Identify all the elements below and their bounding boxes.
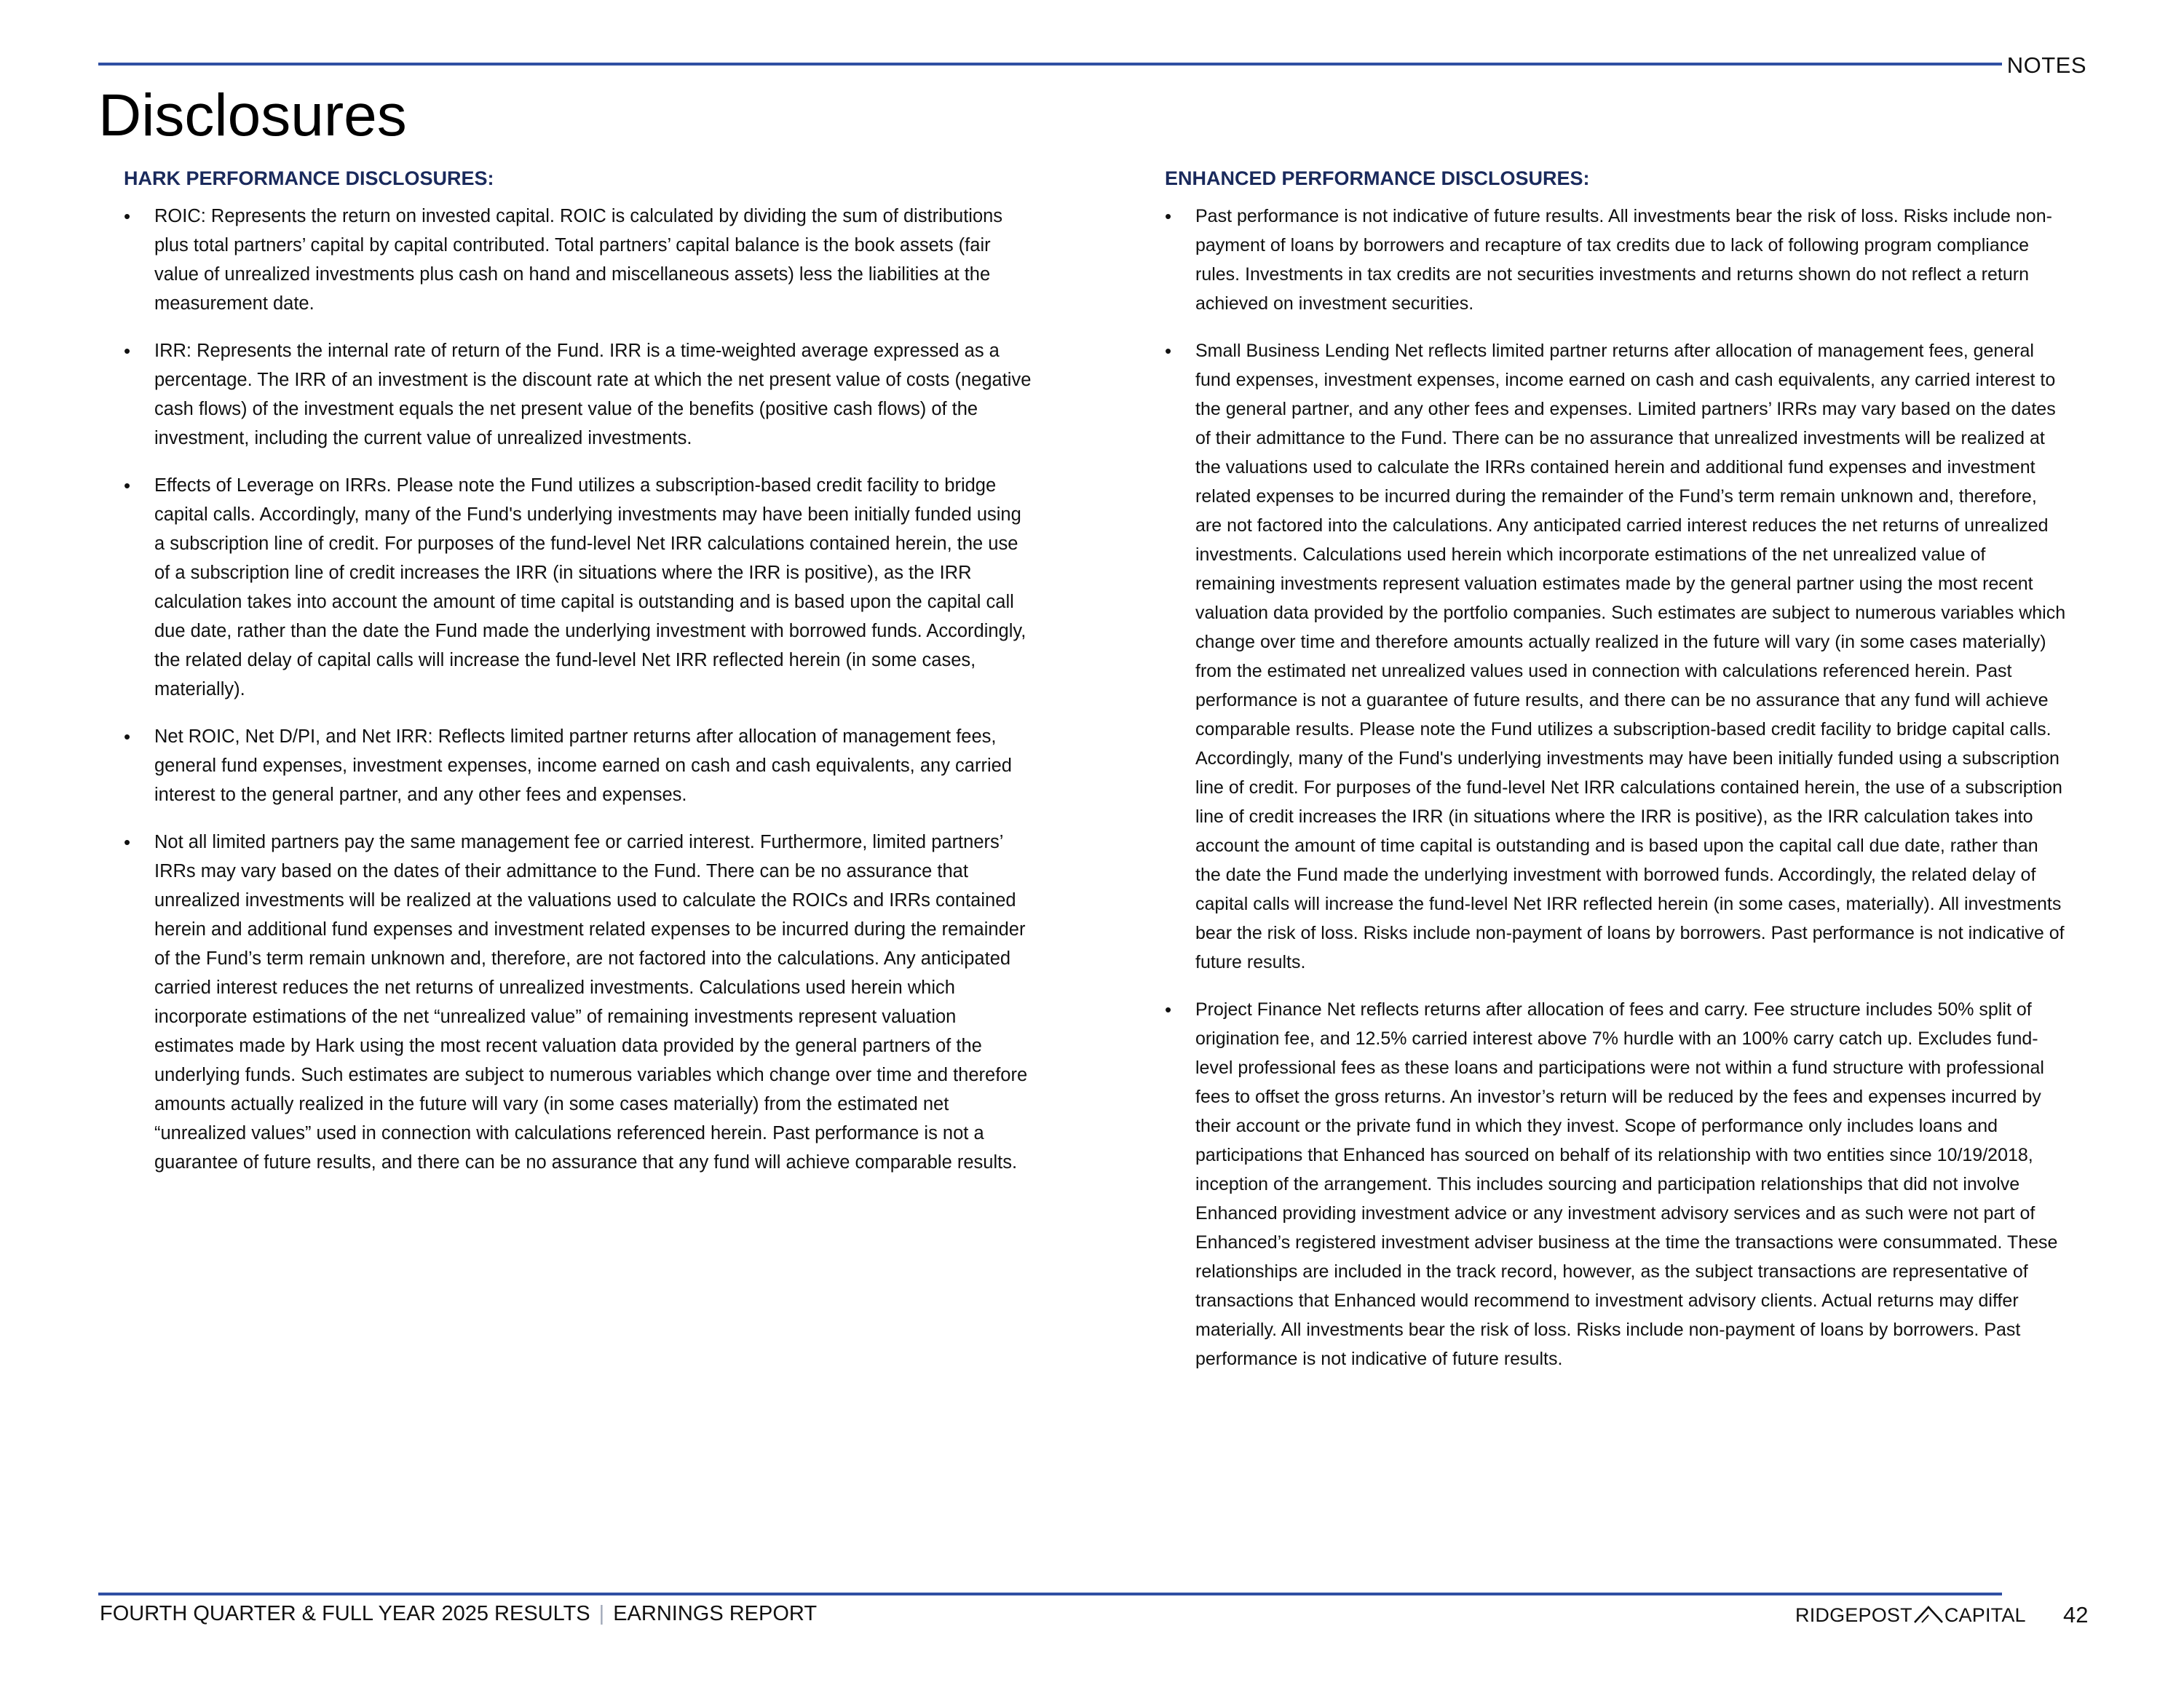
disclosure-item-leverage: • Effects of Leverage on IRRs. Please note the Fund utilizes a subscription-based credit facility to bridge capital calls. Accordingly, many of the Fund's underlying investments may have been initially funded using a subscription line of credit. For purposes of the fund-level Net IRR calculations contained herein, the use of a subscription line of credit increases the IRR (in situations where the IRR is positive), as the IRR calculation takes into account the amount of time capital is outstanding and is based upon the capital call due date, rather than the date the Fund made the underlying investment with borrowed funds. Accordingly, the related delay of capital calls will increase the fund-level Net IRR reflected herein (in some cases, materially).: [124, 471, 1032, 704]
enhanced-disclosures-list: [1165, 202, 2066, 1373]
brand-logo: [1795, 1604, 2026, 1627]
hark-disclosures-heading: HARK PERFORMANCE DISCLOSURES:: [124, 167, 494, 189]
footer-report-title: FOURTH QUARTER & FULL YEAR 2025 RESULTS: [100, 1602, 590, 1625]
disclosure-item-roic: • ROIC: Represents the return on invested capital. ROIC is calculated by dividing the sum of distributions plus total partners’ capital by capital contributed. Total partners’ capital balance is the book assets (fair value of unrealized investments plus cash on hand and miscellaneous assets) less the liabilities at the measurement date.: [124, 202, 1032, 318]
footer-rule: [98, 1593, 2002, 1595]
disclosure-item-small-business-lending: • Small Business Lending Net reflects limited partner returns after allocation of management fees, general fund expenses, investment expenses, income earned on cash and cash equivalents, any carried interest to the general partner, and any other fees and expenses. Limited partners’ IRRs may vary based on the dates of their admittance to the Fund. There can be no assurance that unrealized investments will be realized at the valuations used to calculate the IRRs contained herein and additional fund expenses and investment related expenses to be incurred during the remainder of the Fund’s term remain unknown and, therefore, are not factored into the calculations. Any anticipated carried interest reduces the net returns of unrealized investments. Calculations used herein which incorporate estimations of the net unrealized value of remaining investments represent valuation estimates made by the general partner using the most recent valuation data provided by the portfolio companies. Such estimates are subject to numerous variables which change over time and therefore amounts actually realized in the future will vary (in some cases materially) from the estimated net unrealized values used in connection with calculations referenced herein. Past performance is not a guarantee of future results, and there can be no assurance that any fund will achieve comparable results. Please note the Fund utilizes a subscription-based credit facility to bridge capital calls. Accordingly, many of the Fund's underlying investments may have been initially funded using a subscription line of credit. For purposes of the fund-level Net IRR calculations contained herein, the use of a subscription line of credit increases the IRR (in situations where the IRR is positive), as the IRR calculation takes into account the amount of time capital is outstanding and is based upon the capital call due date, rather than the date the Fund made the underlying investment with borrowed funds. Accordingly, the related delay of capital calls will increase the fund-level Net IRR reflected herein (in some cases, materially). All investments bear the risk of loss. Risks include non-payment of loans by borrowers. Past performance is not indicative of future results.: [1165, 336, 2066, 977]
disclosure-item-project-finance: • Project Finance Net reflects returns after allocation of fees and carry. Fee structure includes 50% split of origination fee, and 12.5% carried interest above 7% hurdle with an 100% carry catch up. Excludes fund-level professional fees as these loans and participations were not within a fund structure with professional fees to offset the gross returns. An investor’s return will be reduced by the fees and expenses incurred by their account or the private fund in which they invest. Scope of performance only includes loans and participations that Enhanced has sourced on behalf of its relationship with two entities since 10/19/2018, inception of the arrangement. This includes sourcing and participation relationships that did not involve Enhanced providing investment advice or any investment advisory services and as such were not part of Enhanced’s registered investment adviser business at the time the transactions were consummated. These relationships are included in the track record, however, as the subject transactions are representative of transactions that Enhanced would recommend to investment advisory clients. Actual returns may differ materially. All investments bear the risk of loss. Risks include non-payment of loans by borrowers. Past performance is not indicative of future results.: [1165, 995, 2066, 1373]
section-tag: NOTES: [2006, 52, 2086, 78]
footer-separator: |: [598, 1602, 605, 1625]
disclosure-item-net-returns: • Net ROIC, Net D/PI, and Net IRR: Reflects limited partner returns after allocation of management fees, general fund expenses, investment expenses, income earned on cash and cash equivalents, any carried interest to the general partner, and any other fees and expenses.: [124, 722, 1032, 809]
disclosure-item-past-performance: • Past performance is not indicative of future results. All investments bear the risk of loss. Risks include non-payment of loans by borrowers and recapture of tax credits due to lack of following program compliance rules. Investments in tax credits are not securities investments and returns shown do not reflect a return achieved on investment securities.: [1165, 202, 2066, 318]
footer-report-label: [100, 1602, 817, 1626]
enhanced-disclosures-heading: ENHANCED PERFORMANCE DISCLOSURES:: [1165, 167, 1590, 189]
brand-name-right: CAPITAL: [1944, 1604, 2026, 1626]
disclosure-item-fees-variation: • Not all limited partners pay the same management fee or carried interest. Furthermore, limited partners’ IRRs may vary based on the dates of their admittance to the Fund. There can be no assurance that unrealized investments will be realized at the valuations used to calculate the ROICs and IRRs contained herein and additional fund expenses and investment related expenses to be incurred during the remainder of the Fund’s term remain unknown and, therefore, are not factored into the calculations. Any anticipated carried interest reduces the net returns of unrealized investments. Calculations used herein which incorporate estimations of the net “unrealized value” of remaining investments represent valuation estimates made by Hark using the most recent valuation data provided by the general partners of the underlying funds. Such estimates are subject to numerous variables which change over time and therefore amounts actually realized in the future will vary (in some cases materially) from the estimated net “unrealized values” used in connection with calculations referenced herein. Past performance is not a guarantee of future results, and there can be no assurance that any fund will achieve comparable results.: [124, 828, 1032, 1177]
hark-disclosures-list: [124, 202, 1032, 1177]
page-number: 42: [2063, 1602, 2089, 1627]
peak-logo-icon: [1914, 1605, 1943, 1624]
page-title: Disclosures: [98, 82, 407, 148]
footer-report-type: EARNINGS REPORT: [613, 1602, 818, 1625]
enhanced-disclosures-column: [1165, 165, 2066, 1392]
header-rule: [98, 63, 2002, 66]
brand-name-left: RIDGEPOST: [1795, 1604, 1912, 1626]
disclosure-item-irr: • IRR: Represents the internal rate of return of the Fund. IRR is a time-weighted average expressed as a percentage. The IRR of an investment is the discount rate at which the net present value of costs (negative cash flows) of the investment equals the net present value of the benefits (positive cash flows) of the investment, including the current value of unrealized investments.: [124, 336, 1032, 453]
hark-disclosures-column: [124, 165, 1032, 1195]
